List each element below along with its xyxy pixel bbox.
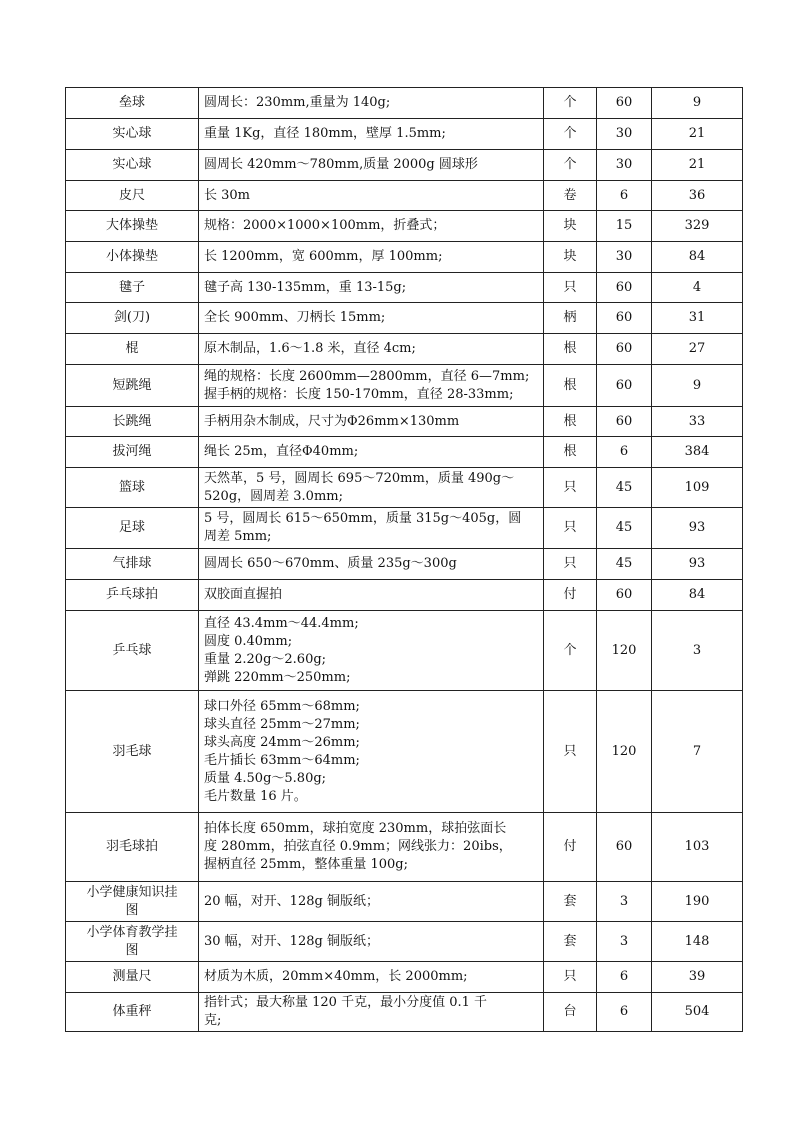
quantity-cell: 30 [597,119,652,150]
table-row [66,88,743,119]
unit-cell: 个 [544,611,597,691]
table-row [66,549,743,580]
unit-cell: 只 [544,508,597,549]
quantity-cell: 60 [597,407,652,437]
name-cell: 大体操垫 [66,211,199,242]
unit-cell: 只 [544,691,597,813]
spec-cell: 圆周长：230mm,重量为 140g; [199,88,544,119]
name-cell: 小体操垫 [66,242,199,273]
price-cell: 103 [652,813,743,882]
unit-cell: 个 [544,88,597,119]
name-cell: 羽毛球拍 [66,813,199,882]
quantity-cell: 45 [597,508,652,549]
spec-cell: 绳的规格：长度 2600mm—2800mm，直径 6—7mm; 握手柄的规格：长度 150-170mm，直径 28-33mm; [199,365,544,407]
spec-cell: 原木制品，1.6～1.8 米，直径 4cm; [199,334,544,365]
unit-cell: 根 [544,437,597,468]
quantity-cell: 6 [597,437,652,468]
name-cell: 拔河绳 [66,437,199,468]
quantity-cell: 6 [597,181,652,211]
unit-cell: 柄 [544,303,597,334]
equipment-spec-table [65,87,743,1032]
spec-cell: 圆周长 420mm～780mm,质量 2000g 圆球形 [199,150,544,181]
price-cell: 190 [652,882,743,922]
spec-cell: 双胶面直握拍 [199,580,544,611]
name-cell: 垒球 [66,88,199,119]
spec-cell: 圆周长 650～670mm、质量 235g～300g [199,549,544,580]
table-row [66,580,743,611]
spec-cell: 拍体长度 650mm，球拍宽度 230mm，球拍弦面长 度 280mm，拍弦直径 0.9mm；网线张力：20ibs， 握柄直径 25mm，整体重量 100g; [199,813,544,882]
price-cell: 84 [652,242,743,273]
price-cell: 504 [652,993,743,1032]
name-cell: 皮尺 [66,181,199,211]
unit-cell: 个 [544,150,597,181]
name-cell: 篮球 [66,468,199,508]
quantity-cell: 6 [597,962,652,993]
table-row [66,611,743,691]
table-row [66,303,743,334]
price-cell: 93 [652,508,743,549]
price-cell: 36 [652,181,743,211]
table-row [66,813,743,882]
table-row [66,962,743,993]
spec-cell: 材质为木质，20mm×40mm，长 2000mm; [199,962,544,993]
table-row [66,273,743,303]
spec-cell: 规格：2000×1000×100mm，折叠式； [199,211,544,242]
quantity-cell: 3 [597,922,652,962]
unit-cell: 只 [544,962,597,993]
quantity-cell: 60 [597,365,652,407]
name-cell: 棍 [66,334,199,365]
spec-cell: 天然革，5 号，圆周长 695～720mm，质量 490g～ 520g，圆周差 3.0mm; [199,468,544,508]
table-row [66,181,743,211]
table-row [66,882,743,922]
name-cell: 羽毛球 [66,691,199,813]
price-cell: 84 [652,580,743,611]
name-cell: 气排球 [66,549,199,580]
spec-cell: 毽子高 130-135mm，重 13-15g; [199,273,544,303]
name-cell: 小学健康知识挂 图 [66,882,199,922]
price-cell: 148 [652,922,743,962]
quantity-cell: 60 [597,580,652,611]
price-cell: 21 [652,150,743,181]
unit-cell: 只 [544,549,597,580]
quantity-cell: 120 [597,691,652,813]
quantity-cell: 60 [597,334,652,365]
spec-cell: 30 幅，对开、128g 铜版纸； [199,922,544,962]
table-row [66,211,743,242]
price-cell: 7 [652,691,743,813]
name-cell: 乒乓球 [66,611,199,691]
price-cell: 4 [652,273,743,303]
quantity-cell: 60 [597,303,652,334]
name-cell: 体重秤 [66,993,199,1032]
unit-cell: 套 [544,882,597,922]
unit-cell: 套 [544,922,597,962]
quantity-cell: 3 [597,882,652,922]
unit-cell: 付 [544,813,597,882]
table-row [66,242,743,273]
unit-cell: 台 [544,993,597,1032]
spec-cell: 球口外径 65mm～68mm; 球头直径 25mm～27mm; 球头高度 24mm～26mm; 毛片插长 63mm～64mm; 质量 4.50g～5.80g; 毛片数量 16 片。 [199,691,544,813]
unit-cell: 卷 [544,181,597,211]
quantity-cell: 45 [597,549,652,580]
name-cell: 实心球 [66,119,199,150]
name-cell: 剑(刀) [66,303,199,334]
table-row [66,508,743,549]
quantity-cell: 45 [597,468,652,508]
name-cell: 实心球 [66,150,199,181]
table-row [66,468,743,508]
price-cell: 109 [652,468,743,508]
price-cell: 329 [652,211,743,242]
price-cell: 93 [652,549,743,580]
name-cell: 测量尺 [66,962,199,993]
table-row [66,407,743,437]
spec-cell: 手柄用杂木制成，尺寸为Φ26mm×130mm [199,407,544,437]
price-cell: 384 [652,437,743,468]
spec-cell: 全长 900mm、刀柄长 15mm; [199,303,544,334]
table-row [66,437,743,468]
table-row [66,334,743,365]
spec-cell: 重量 1Kg，直径 180mm，壁厚 1.5mm; [199,119,544,150]
quantity-cell: 6 [597,993,652,1032]
name-cell: 长跳绳 [66,407,199,437]
price-cell: 39 [652,962,743,993]
name-cell: 小学体育教学挂 图 [66,922,199,962]
price-cell: 9 [652,365,743,407]
name-cell: 乒乓球拍 [66,580,199,611]
quantity-cell: 120 [597,611,652,691]
spec-cell: 长 30m [199,181,544,211]
table-row [66,365,743,407]
table-row [66,119,743,150]
unit-cell: 只 [544,468,597,508]
table-row [66,922,743,962]
price-cell: 27 [652,334,743,365]
spec-cell: 绳长 25m，直径Φ40mm; [199,437,544,468]
unit-cell: 根 [544,407,597,437]
unit-cell: 付 [544,580,597,611]
price-cell: 3 [652,611,743,691]
unit-cell: 块 [544,242,597,273]
unit-cell: 根 [544,334,597,365]
spec-cell: 20 幅，对开、128g 铜版纸； [199,882,544,922]
quantity-cell: 30 [597,242,652,273]
unit-cell: 块 [544,211,597,242]
quantity-cell: 15 [597,211,652,242]
quantity-cell: 60 [597,273,652,303]
name-cell: 足球 [66,508,199,549]
price-cell: 33 [652,407,743,437]
price-cell: 31 [652,303,743,334]
name-cell: 毽子 [66,273,199,303]
spec-cell: 长 1200mm，宽 600mm，厚 100mm; [199,242,544,273]
price-cell: 21 [652,119,743,150]
spec-cell: 直径 43.4mm～44.4mm; 圆度 0.40mm; 重量 2.20g～2.60g; 弹跳 220mm～250mm; [199,611,544,691]
spec-cell: 5 号，圆周长 615～650mm，质量 315g～405g，圆 周差 5mm; [199,508,544,549]
unit-cell: 只 [544,273,597,303]
quantity-cell: 60 [597,88,652,119]
table-row [66,150,743,181]
table-row [66,691,743,813]
price-cell: 9 [652,88,743,119]
unit-cell: 根 [544,365,597,407]
quantity-cell: 60 [597,813,652,882]
name-cell: 短跳绳 [66,365,199,407]
unit-cell: 个 [544,119,597,150]
quantity-cell: 30 [597,150,652,181]
table-row [66,993,743,1032]
spec-cell: 指针式；最大称量 120 千克，最小分度值 0.1 千 克; [199,993,544,1032]
